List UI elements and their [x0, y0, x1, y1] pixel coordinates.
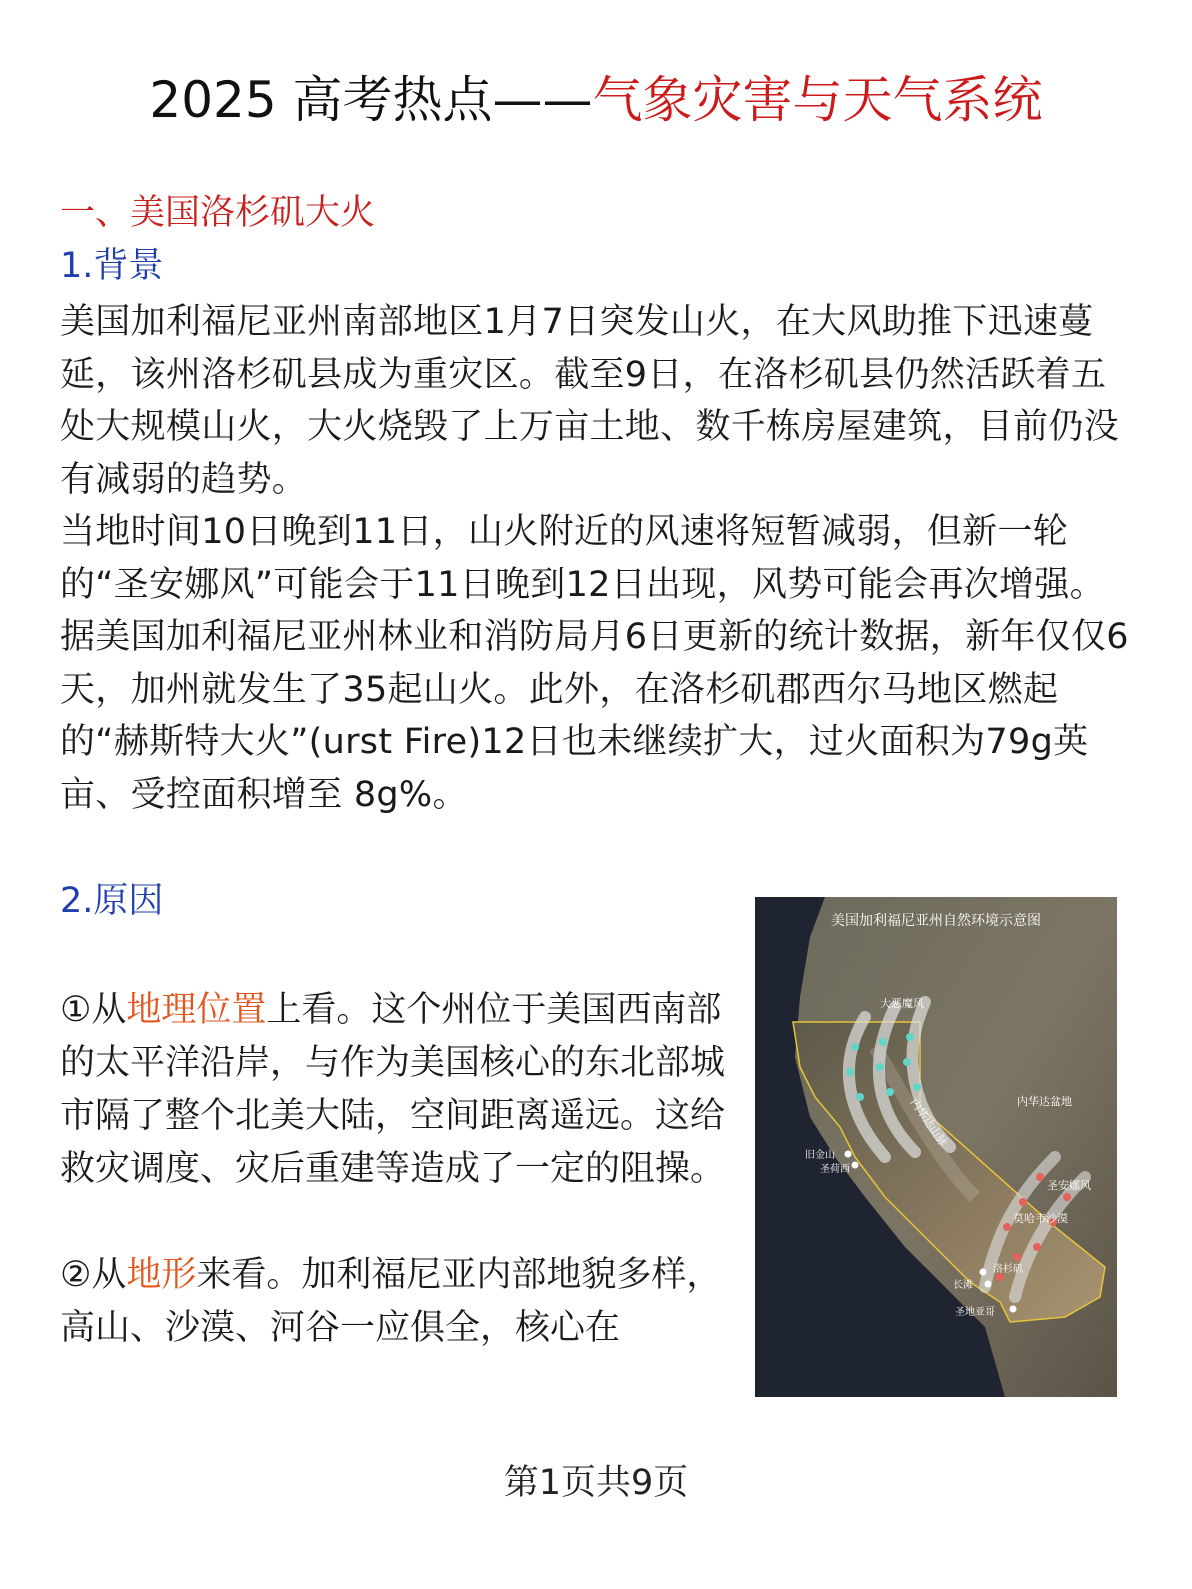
- cause-item-2-text: 来看。加利福尼亚内部地貌多样，高山、沙漠、河谷一应俱全，核心在: [60, 1255, 722, 1348]
- cause-item-1-highlight: 地理位置: [126, 990, 267, 1030]
- title-accent: 气象灾害与天气系统: [592, 71, 1043, 129]
- map-title: 美国加利福尼亚州自然环境示意图: [831, 913, 1041, 929]
- background-heading: 1.背景: [60, 246, 164, 286]
- cause-heading: 2.原因: [60, 881, 164, 921]
- cause-item-2-prefix: ②从: [60, 1255, 127, 1295]
- label-sd: 圣地亚哥: [955, 1307, 995, 1318]
- cause-item-2: [60, 1249, 750, 1355]
- cause-item-1-text: 上看。这个州位于美国西南部的太平洋沿岸，与作为美国核心的东北部城市隔了整个北美大陆，空间距离遥远。这给救灾调度、灾后重建等造成了一定的阻操。: [60, 990, 726, 1189]
- cause-item-2-highlight: 地形: [126, 1255, 197, 1295]
- cause-item-1-prefix: ①从: [60, 990, 127, 1030]
- label-desert: 莫哈韦沙漠: [1013, 1212, 1068, 1225]
- background-paragraph-1: 美国加利福尼亚州南部地区1月7日突发山火，在大风助推下迅速蔓延，该州洛杉矶县成为重灾区。截至9日，在洛杉矶县仍然活跃着五处大规模山火，大火烧毁了上万亩土地、数千栋房屋建筑，目前仍没有减弱的趋势。: [60, 302, 1120, 500]
- label-mountains: 内华达山脉: [907, 1096, 950, 1149]
- label-santa-ana: 圣安娜风: [1047, 1179, 1091, 1192]
- page-title: [0, 70, 1192, 130]
- label-sf: 旧金山: [805, 1150, 835, 1161]
- label-lb: 长滩: [953, 1280, 973, 1291]
- label-la: 洛杉矶: [993, 1264, 1023, 1275]
- label-wind-north: 大恶魔风: [880, 997, 924, 1010]
- california-map-image: [755, 897, 1117, 1397]
- label-basin: 内华达盆地: [1017, 1095, 1072, 1108]
- title-prefix: 2025 高考热点——: [149, 71, 593, 129]
- page-number: 第1页共9页: [503, 1463, 689, 1503]
- background-paragraph-2: 当地时间10日晚到11日，山火附近的风速将短暂减弱，但新一轮的“圣安娜风”可能会于11日晚到12日出现，风势可能会再次增强。据美国加利福尼亚州林业和消防局月6日更新的统计数据，新年仅仅6天，加州就发生了35起山火。此外，在洛杉矶郡西尔马地区燃起的“赫斯特大火”(urst Fire)12日也未继续扩大，过火面积为79g英亩、受控面积增至 8g%。: [60, 512, 1129, 815]
- section-heading: 一、美国洛杉矶大火: [60, 193, 376, 233]
- cause-item-1: [60, 984, 750, 1196]
- label-sj: 圣荷西: [820, 1164, 850, 1175]
